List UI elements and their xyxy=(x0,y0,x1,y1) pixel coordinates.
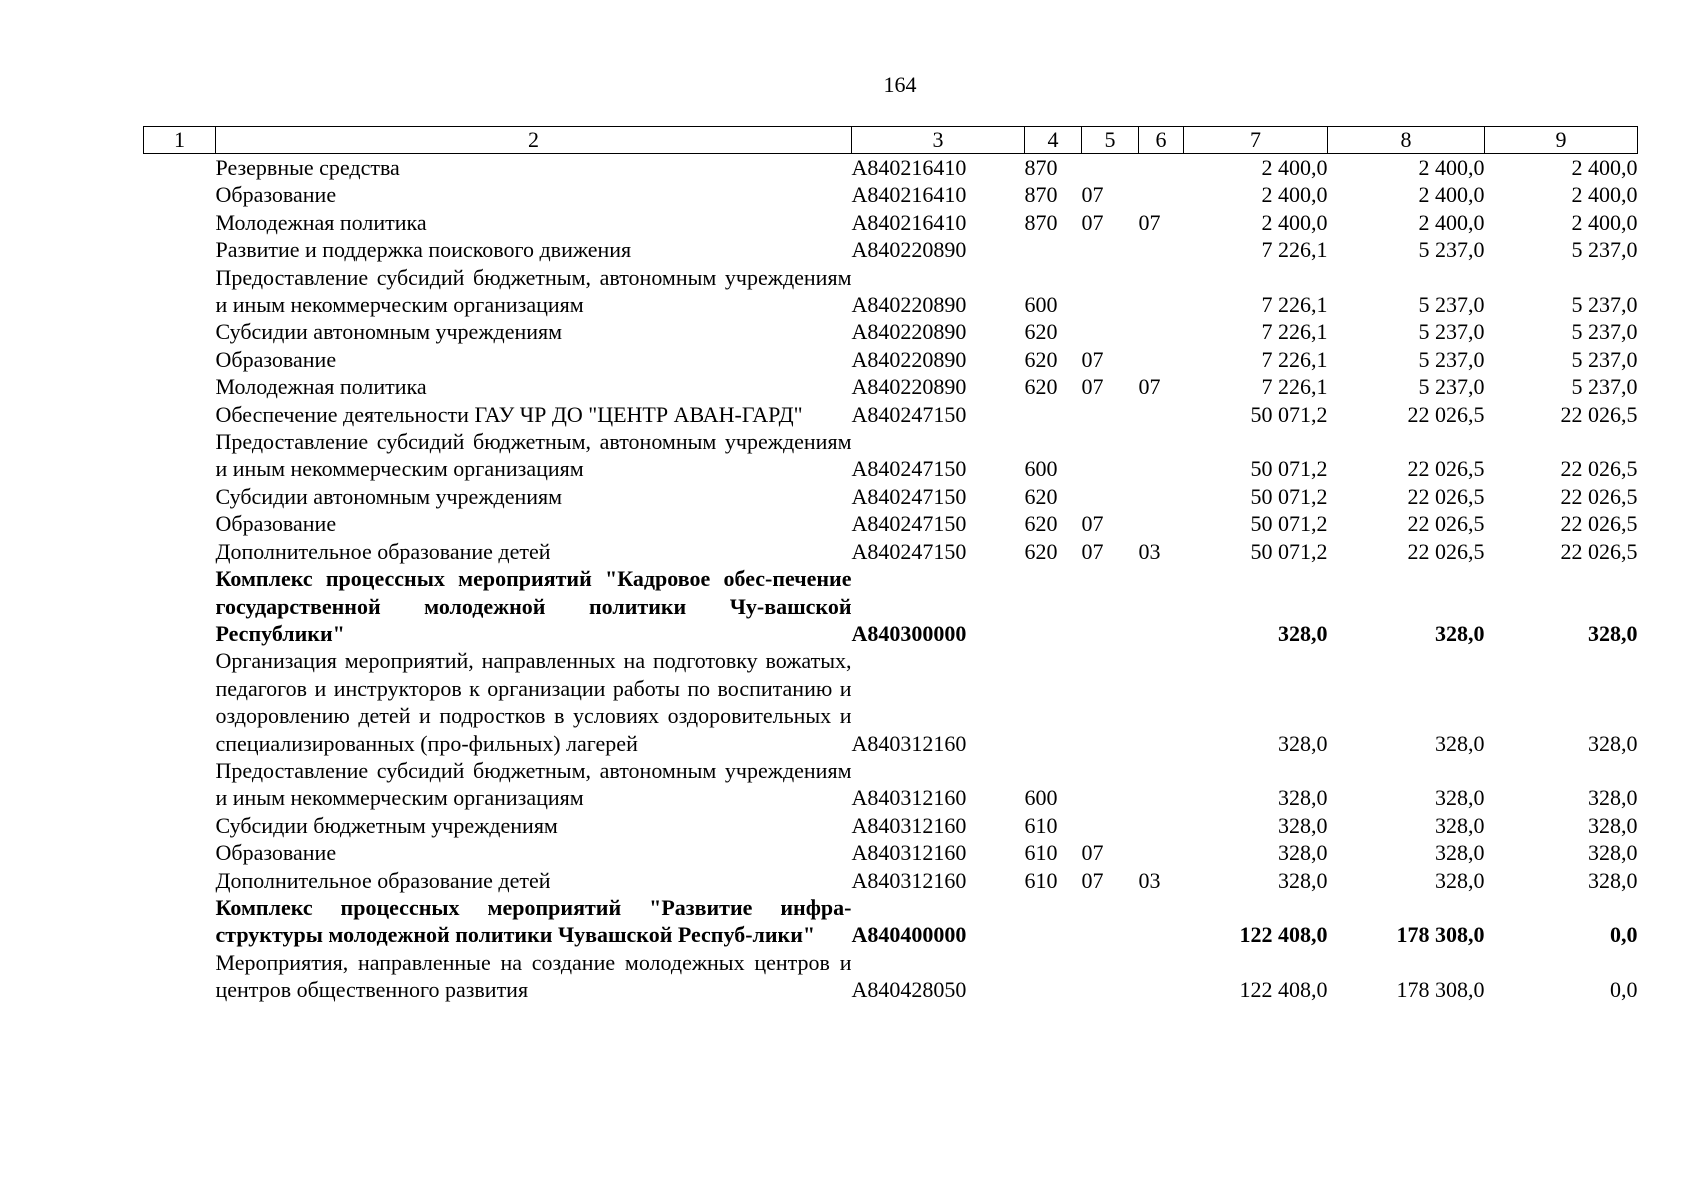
row-value-col8: 22 026,5 xyxy=(1407,511,1485,537)
table-row xyxy=(144,839,1638,866)
row-value-col8: 5 237,0 xyxy=(1418,292,1485,318)
row-code: А840220890 xyxy=(851,346,967,372)
cell-col1 xyxy=(144,373,216,400)
row-value-col7: 2 400,0 xyxy=(1261,209,1328,235)
row-value-col7: 328,0 xyxy=(1278,620,1328,646)
row-section xyxy=(1082,236,1139,263)
row-code: А840247150 xyxy=(851,538,967,564)
table-row xyxy=(144,154,1638,182)
row-value-col7: 328,0 xyxy=(1278,812,1328,838)
row-value-col9: 22 026,5 xyxy=(1560,511,1638,537)
row-code: А840247150 xyxy=(851,483,967,509)
row-value-col8: 22 026,5 xyxy=(1407,483,1485,509)
row-value-col9: 22 026,5 xyxy=(1560,456,1638,482)
row-value-col8: 5 237,0 xyxy=(1418,237,1485,263)
row-expense-type: 600 xyxy=(1024,292,1058,318)
row-value-col9: 22 026,5 xyxy=(1560,401,1638,427)
row-section xyxy=(1082,565,1139,647)
row-code: А840220890 xyxy=(851,319,967,345)
row-name: Комплекс процессных мероприятий "Развитие инфра-структуры молодежной политики Чувашской Респуб-лики" xyxy=(215,894,852,948)
row-section xyxy=(1082,949,1139,1004)
row-code: А840300000 xyxy=(851,620,967,646)
table-row xyxy=(144,346,1638,373)
row-value-col7: 7 226,1 xyxy=(1261,346,1328,372)
row-name: Субсидии автономным учреждениям xyxy=(215,483,563,509)
row-name: Субсидии автономным учреждениям xyxy=(215,319,563,345)
row-subsection xyxy=(1139,812,1184,839)
row-code: А840428050 xyxy=(851,977,967,1003)
row-value-col7: 50 071,2 xyxy=(1250,456,1328,482)
row-value-col9: 5 237,0 xyxy=(1571,237,1638,263)
row-section xyxy=(1082,428,1139,483)
row-section xyxy=(1082,757,1139,812)
row-value-col7: 122 408,0 xyxy=(1239,922,1328,948)
row-name: Организация мероприятий, направленных на подготовку вожатых, педагогов и инструкторов к организации работы по воспитанию и оздоровлению детей и подростков в условиях оздоровительных и специализированных (про-фильных) лагерей xyxy=(215,648,852,756)
row-value-col9: 5 237,0 xyxy=(1571,346,1638,372)
column-header-2: 2 xyxy=(216,127,852,154)
row-code: А840247150 xyxy=(851,456,967,482)
row-subsection xyxy=(1139,510,1184,537)
cell-col1 xyxy=(144,894,216,949)
row-code: А840247150 xyxy=(851,511,967,537)
row-value-col9: 2 400,0 xyxy=(1571,182,1638,208)
cell-col1 xyxy=(144,839,216,866)
row-value-col7: 50 071,2 xyxy=(1250,483,1328,509)
row-expense-type xyxy=(1025,894,1082,949)
row-value-col9: 328,0 xyxy=(1588,785,1638,811)
column-header-row xyxy=(144,127,1638,154)
row-subsection xyxy=(1139,839,1184,866)
row-value-col7: 2 400,0 xyxy=(1261,155,1328,180)
row-subsection: 03 xyxy=(1138,538,1161,564)
row-expense-type: 610 xyxy=(1024,812,1058,838)
row-value-col8: 5 237,0 xyxy=(1418,346,1485,372)
cell-col1 xyxy=(144,236,216,263)
table-row xyxy=(144,510,1638,537)
cell-col1 xyxy=(144,949,216,1004)
row-code: А840220890 xyxy=(851,292,967,318)
row-value-col9: 328,0 xyxy=(1588,620,1638,646)
row-value-col7: 328,0 xyxy=(1278,785,1328,811)
row-subsection xyxy=(1139,154,1184,182)
row-subsection xyxy=(1139,346,1184,373)
row-subsection xyxy=(1139,401,1184,428)
row-name: Образование xyxy=(215,346,337,372)
column-header-7: 7 xyxy=(1184,127,1328,154)
table-row xyxy=(144,483,1638,510)
table-body xyxy=(144,154,1638,1004)
cell-col1 xyxy=(144,264,216,319)
row-value-col7: 122 408,0 xyxy=(1239,977,1328,1003)
cell-col1 xyxy=(144,318,216,345)
table-row xyxy=(144,867,1638,894)
row-subsection: 03 xyxy=(1138,867,1161,893)
row-section: 07 xyxy=(1081,538,1104,564)
row-name: Обеспечение деятельности ГАУ ЧР ДО "ЦЕНТР АВАН-ГАРД" xyxy=(215,401,803,427)
row-value-col7: 7 226,1 xyxy=(1261,292,1328,318)
row-value-col8: 178 308,0 xyxy=(1396,977,1485,1003)
cell-col1 xyxy=(144,346,216,373)
row-section: 07 xyxy=(1081,374,1104,400)
row-value-col9: 0,0 xyxy=(1610,977,1638,1003)
row-subsection xyxy=(1139,428,1184,483)
row-name: Резервные средства xyxy=(215,155,400,180)
row-expense-type: 620 xyxy=(1024,319,1058,345)
page-number: 164 xyxy=(883,72,917,97)
row-value-col8: 22 026,5 xyxy=(1407,538,1485,564)
row-value-col9: 328,0 xyxy=(1588,840,1638,866)
row-expense-type: 620 xyxy=(1024,374,1058,400)
row-value-col8: 2 400,0 xyxy=(1418,209,1485,235)
row-code: А840216410 xyxy=(851,209,967,235)
row-subsection: 07 xyxy=(1138,374,1161,400)
row-name: Образование xyxy=(215,511,337,537)
row-value-col9: 2 400,0 xyxy=(1571,155,1638,180)
row-name: Молодежная политика xyxy=(215,209,427,235)
row-subsection xyxy=(1139,181,1184,208)
cell-col1 xyxy=(144,428,216,483)
row-value-col9: 22 026,5 xyxy=(1560,538,1638,564)
row-section: 07 xyxy=(1081,867,1104,893)
table-row xyxy=(144,373,1638,400)
row-expense-type: 600 xyxy=(1024,456,1058,482)
row-value-col8: 328,0 xyxy=(1435,620,1485,646)
row-code: А840220890 xyxy=(851,237,967,263)
cell-col1 xyxy=(144,181,216,208)
row-section xyxy=(1082,401,1139,428)
row-subsection: 07 xyxy=(1138,209,1161,235)
row-value-col8: 328,0 xyxy=(1435,867,1485,893)
row-value-col7: 50 071,2 xyxy=(1250,511,1328,537)
row-expense-type: 620 xyxy=(1024,483,1058,509)
row-code: А840312160 xyxy=(851,867,967,893)
table-row xyxy=(144,401,1638,428)
row-name: Комплекс процессных мероприятий "Кадровое обес-печение государственной молодежной политики Чу-вашской Республики" xyxy=(215,566,852,646)
row-expense-type: 870 xyxy=(1024,182,1058,208)
row-subsection xyxy=(1139,565,1184,647)
column-header-4: 4 xyxy=(1025,127,1082,154)
row-value-col8: 5 237,0 xyxy=(1418,319,1485,345)
row-expense-type: 620 xyxy=(1024,511,1058,537)
row-value-col7: 7 226,1 xyxy=(1261,374,1328,400)
table-row xyxy=(144,538,1638,565)
column-header-9: 9 xyxy=(1485,127,1638,154)
row-value-col7: 7 226,1 xyxy=(1261,237,1328,263)
row-expense-type xyxy=(1025,647,1082,757)
row-value-col9: 5 237,0 xyxy=(1571,374,1638,400)
row-expense-type: 870 xyxy=(1024,155,1058,180)
row-name: Предоставление субсидий бюджетным, автономным учреждениям и иным некоммерческим организациям xyxy=(215,757,852,811)
row-name: Образование xyxy=(215,182,337,208)
row-section: 07 xyxy=(1081,209,1104,235)
row-value-col8: 2 400,0 xyxy=(1418,182,1485,208)
column-header-6: 6 xyxy=(1139,127,1184,154)
cell-col1 xyxy=(144,538,216,565)
column-header-3: 3 xyxy=(852,127,1025,154)
table-row xyxy=(144,318,1638,345)
column-header-8: 8 xyxy=(1328,127,1485,154)
row-expense-type xyxy=(1025,401,1082,428)
row-value-col7: 328,0 xyxy=(1278,730,1328,756)
row-value-col8: 328,0 xyxy=(1435,730,1485,756)
row-value-col9: 2 400,0 xyxy=(1571,209,1638,235)
table-row xyxy=(144,209,1638,236)
row-section xyxy=(1082,483,1139,510)
row-value-col8: 178 308,0 xyxy=(1396,922,1485,948)
row-name: Предоставление субсидий бюджетным, автономным учреждениям и иным некоммерческим организациям xyxy=(215,264,852,318)
row-value-col7: 328,0 xyxy=(1278,840,1328,866)
row-name: Образование xyxy=(215,840,337,866)
table-row xyxy=(144,565,1638,647)
row-expense-type: 620 xyxy=(1024,538,1058,564)
row-value-col9: 0,0 xyxy=(1610,922,1638,948)
row-expense-type: 610 xyxy=(1024,867,1058,893)
row-value-col9: 328,0 xyxy=(1588,812,1638,838)
row-value-col7: 50 071,2 xyxy=(1250,538,1328,564)
row-subsection xyxy=(1139,264,1184,319)
table-row xyxy=(144,236,1638,263)
row-value-col7: 328,0 xyxy=(1278,867,1328,893)
row-subsection xyxy=(1139,949,1184,1004)
row-value-col8: 5 237,0 xyxy=(1418,374,1485,400)
row-code: А840220890 xyxy=(851,374,967,400)
table-row xyxy=(144,181,1638,208)
budget-table xyxy=(143,126,1638,1004)
row-section: 07 xyxy=(1081,182,1104,208)
row-code: А840312160 xyxy=(851,840,967,866)
row-value-col8: 328,0 xyxy=(1435,840,1485,866)
row-name: Мероприятия, направленные на создание молодежных центров и центров общественного развития xyxy=(215,949,852,1003)
row-expense-type: 610 xyxy=(1024,840,1058,866)
table-row xyxy=(144,264,1638,319)
row-value-col8: 2 400,0 xyxy=(1418,155,1485,180)
row-section xyxy=(1082,264,1139,319)
row-section xyxy=(1082,154,1139,182)
row-section xyxy=(1082,318,1139,345)
cell-col1 xyxy=(144,812,216,839)
row-value-col9: 328,0 xyxy=(1588,730,1638,756)
cell-col1 xyxy=(144,510,216,537)
row-section xyxy=(1082,812,1139,839)
row-name: Предоставление субсидий бюджетным, автономным учреждениям и иным некоммерческим организациям xyxy=(215,429,852,482)
row-value-col8: 22 026,5 xyxy=(1407,401,1485,427)
row-expense-type xyxy=(1025,949,1082,1004)
row-value-col7: 50 071,2 xyxy=(1250,401,1328,427)
table-row xyxy=(144,949,1638,1004)
row-subsection xyxy=(1139,647,1184,757)
table-row xyxy=(144,894,1638,949)
row-code: А840400000 xyxy=(851,922,967,948)
cell-col1 xyxy=(144,867,216,894)
row-value-col7: 2 400,0 xyxy=(1261,182,1328,208)
cell-col1 xyxy=(144,154,216,182)
row-code: А840216410 xyxy=(851,182,967,208)
row-expense-type xyxy=(1025,565,1082,647)
row-section: 07 xyxy=(1081,346,1104,372)
row-value-col8: 328,0 xyxy=(1435,812,1485,838)
cell-col1 xyxy=(144,565,216,647)
row-expense-type: 600 xyxy=(1024,785,1058,811)
row-name: Дополнительное образование детей xyxy=(215,867,551,893)
row-value-col9: 328,0 xyxy=(1588,867,1638,893)
table-row xyxy=(144,428,1638,483)
row-value-col9: 5 237,0 xyxy=(1571,319,1638,345)
row-subsection xyxy=(1139,318,1184,345)
cell-col1 xyxy=(144,647,216,757)
row-expense-type: 870 xyxy=(1024,209,1058,235)
row-name: Субсидии бюджетным учреждениям xyxy=(215,812,558,838)
row-subsection xyxy=(1139,236,1184,263)
row-expense-type xyxy=(1025,236,1082,263)
row-name: Дополнительное образование детей xyxy=(215,538,551,564)
row-code: А840312160 xyxy=(851,730,967,756)
column-header-5: 5 xyxy=(1082,127,1139,154)
row-name: Развитие и поддержка поискового движения xyxy=(215,237,632,263)
row-code: А840216410 xyxy=(851,155,967,180)
row-subsection xyxy=(1139,483,1184,510)
row-value-col8: 22 026,5 xyxy=(1407,456,1485,482)
row-subsection xyxy=(1139,757,1184,812)
row-subsection xyxy=(1139,894,1184,949)
row-section xyxy=(1082,894,1139,949)
row-code: А840312160 xyxy=(851,812,967,838)
row-value-col8: 328,0 xyxy=(1435,785,1485,811)
cell-col1 xyxy=(144,757,216,812)
row-code: А840247150 xyxy=(851,401,967,427)
row-name: Молодежная политика xyxy=(215,374,427,400)
row-value-col9: 5 237,0 xyxy=(1571,292,1638,318)
table-row xyxy=(144,812,1638,839)
row-expense-type: 620 xyxy=(1024,346,1058,372)
row-section: 07 xyxy=(1081,840,1104,866)
row-section xyxy=(1082,647,1139,757)
table-row xyxy=(144,647,1638,757)
cell-col1 xyxy=(144,209,216,236)
column-header-1: 1 xyxy=(144,127,216,154)
cell-col1 xyxy=(144,483,216,510)
table-row xyxy=(144,757,1638,812)
cell-col1 xyxy=(144,401,216,428)
row-code: А840312160 xyxy=(851,785,967,811)
row-value-col9: 22 026,5 xyxy=(1560,483,1638,509)
row-section: 07 xyxy=(1081,511,1104,537)
row-value-col7: 7 226,1 xyxy=(1261,319,1328,345)
